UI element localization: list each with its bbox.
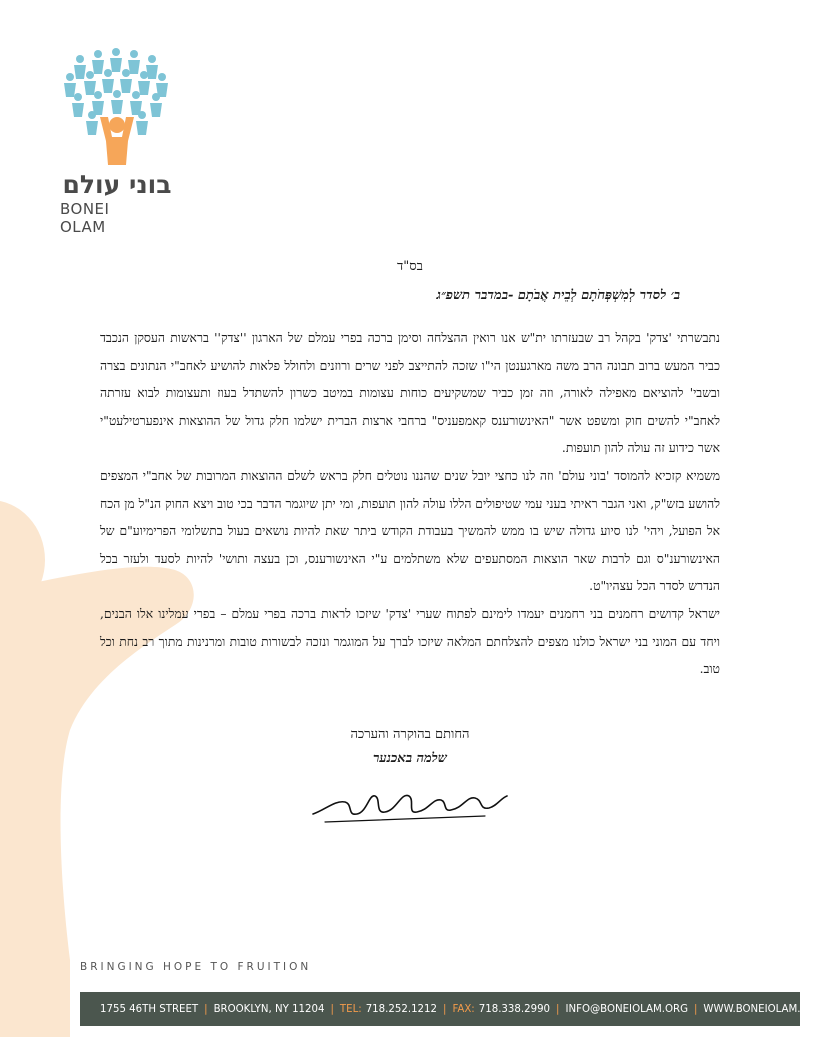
letter-subject: ב׳ לסדר לְמִשְׁפְּחֹתָם לְבֵית אֲבֹתָם -במדבר תשפ״ג	[436, 288, 680, 303]
child-figure-icon	[74, 55, 86, 79]
child-figure-icon	[111, 90, 123, 114]
letter-paragraph: נתבשרתי 'צדק' בקהל רב שבעזרתו ית"ש אנו רואין ההצלחה וסימן ברכה בפרי עמלם של הארגון ''צדק'' בראשות העסקן הנכבד כביר המעש ברוב תבונה הרב משה מארגענטן הי"ו שזכה להתייצב לפני שרים ורוזנים ולחולל פלאות להושיע לאחב"י הנתונים בצרה ובשבי' להוציאם מאפילה לאורה, וזה זמן כביר שמשקיעים כוחות עצומות במיטב כשרון להשתדל בעוז ותעצומות לבוא עזרתה לאחב"י להשים חוק ומשפט אשר "האינשורענס קאמפעניס" ברחבי ארצות הברית ישלמו חלק גדול של ההוצאות אינפערטילעט"י אשר כידוע זה עולה להון תועפות.	[100, 331, 720, 456]
footer-separator: |	[443, 1003, 447, 1015]
footer-tel[interactable]: 718.252.1212	[365, 1003, 437, 1015]
child-figure-icon	[102, 69, 114, 93]
child-figure-icon	[64, 73, 76, 97]
child-figure-icon	[84, 71, 96, 95]
child-figure-icon	[110, 48, 122, 72]
child-figure-icon	[156, 73, 168, 97]
footer-city: BROOKLYN, NY 11204	[213, 1003, 325, 1015]
letter-paragraph: משמיא קזכיא להמוסד 'בוני עולם' וזה לנו כחצי יובל שנים שהננו נוטלים חלק בראש לשלם ההוצאות המרובות של אחב"י המצפים להושע בזש"ק, ואני הגבר ראיתי בעני עמי שטיפולים הללו עולה להון תועפות, ומי יתן שיוגמר הדבר בכי טוב ויצא החוק הנ"ל מן הכח אל הפועל, ויהי' לנו סיוע גדולה שיש בו ממש להמשיך בעבודת הקודש ביתר שאת להיות נושאים בעול בתשלומי הפרימיוע"ם של האינשורענ"ס וגם לרבות שאר הוצאות המסתעפים שלא משתלמים ע"י האינשורענס, וכן בעצה ותושי' להיות לסעד ולעזר בכל הנדרש לסדר הכל עצהיו"ט.	[100, 468, 720, 594]
letter-closing: החותם בהוקרה והערכה	[350, 727, 470, 742]
child-figure-icon	[92, 50, 104, 74]
footer-fax-label: FAX:	[452, 1003, 475, 1015]
logo-hebrew-name: בוני עולם	[62, 170, 172, 199]
logo-english-name: BONEI OLAM	[60, 200, 110, 236]
letter-paragraph: ישראל קדושים רחמנים בני רחמנים יעמדו לימינם לפתוח שערי 'צדק' שיזכו לראות ברכה בפרי עמלם – בפרי עמלינו אלו הבנים, ויחד עם המוני בני ישראל כולנו מצפים להצלחתם המלאה שיזכו לברך על המוגמר ונזכה לבשורות טובות ומרנינות מתוך רב נחת וכל טוב.	[100, 606, 720, 677]
footer-website-link[interactable]: WWW.BONEIOLAM.ORG	[703, 1003, 824, 1015]
child-figure-icon	[128, 50, 140, 74]
footer-separator: |	[693, 1003, 698, 1015]
bonei-olam-logo-icon	[50, 45, 190, 165]
footer-separator: |	[204, 1003, 208, 1015]
footer-street: 1755 46TH STREET	[100, 1003, 199, 1015]
parent-figure-icon	[100, 117, 134, 165]
footer-fax: 718.338.2990	[478, 1003, 551, 1015]
footer-separator: |	[330, 1003, 334, 1015]
footer-separator: |	[556, 1003, 560, 1015]
footer-email-link[interactable]: INFO@BONEIOLAM.ORG	[565, 1003, 688, 1015]
tagline: BRINGING HOPE TO FRUITION	[80, 961, 312, 973]
handwritten-signature	[305, 780, 515, 830]
signer-name: שלמה באכנער	[373, 751, 447, 766]
letter-body	[100, 325, 720, 684]
footer-bar	[80, 992, 824, 1026]
bsd-heading: בס"ד	[397, 259, 423, 274]
footer-tel-label: TEL:	[339, 1003, 362, 1015]
